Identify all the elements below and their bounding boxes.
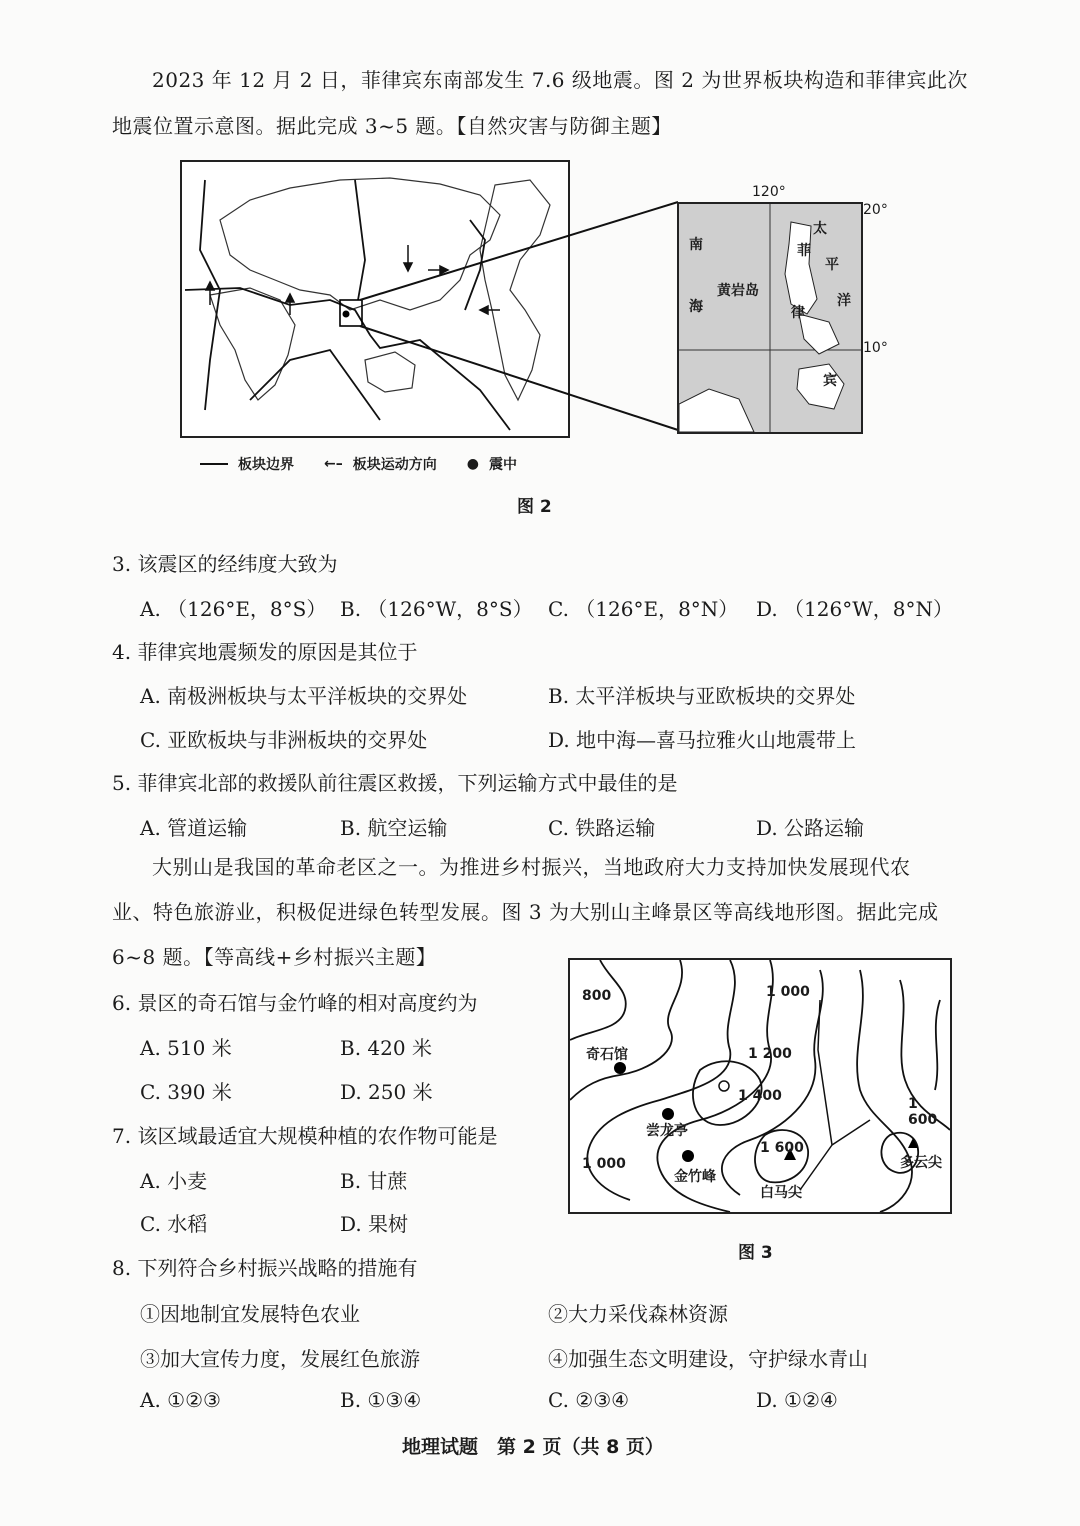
q3-option-d[interactable]: D. （126°W，8°N）	[756, 597, 953, 621]
q5-option-b[interactable]: B. 航空运输	[340, 816, 448, 840]
q6-option-c[interactable]: C. 390 米	[140, 1080, 232, 1104]
q5-stem: 5. 菲律宾北部的救援队前往震区救援，下列运输方式中最佳的是	[112, 771, 678, 795]
contour-label-1000-left: 1 000	[582, 1156, 626, 1172]
intro1-line2: 地震位置示意图。据此完成 3~5 题。【自然灾害与防御主题】	[112, 114, 672, 138]
inset-label-hai: 海	[689, 299, 703, 315]
q3-option-a[interactable]: A. （126°E，8°S）	[140, 597, 327, 621]
q6-stem: 6. 景区的奇石馆与金竹峰的相对高度约为	[112, 991, 478, 1015]
fig2-legend	[200, 454, 517, 474]
q4-option-a[interactable]: A. 南极洲板块与太平洋板块的交界处	[140, 684, 468, 708]
q8-statement-3: ③加大宣传力度，发展红色旅游	[140, 1347, 420, 1371]
contour-label-1200: 1 200	[748, 1046, 792, 1062]
intro2-line2: 业、特色旅游业，积极促进绿色转型发展。图 3 为大别山主峰景区等高线地形图。据此完成	[112, 900, 939, 924]
q7-stem: 7. 该区域最适宜大规模种植的农作物可能是	[112, 1124, 498, 1148]
intro2-line3: 6~8 题。【等高线+乡村振兴主题】	[112, 945, 437, 969]
yunlongting-label: 尝龙亭	[646, 1123, 688, 1139]
inset-label-lv: 律	[791, 305, 805, 321]
borneo-coast	[679, 389, 754, 432]
q4-option-d[interactable]: D. 地中海—喜马拉雅火山地震带上	[548, 728, 857, 752]
fig2-caption: 图 2	[517, 497, 552, 517]
q8-option-a[interactable]: A. ①②③	[140, 1388, 221, 1412]
q8-statement-4: ④加强生态文明建设，守护绿水青山	[548, 1347, 868, 1371]
q5-option-c[interactable]: C. 铁路运输	[548, 816, 656, 840]
legend-boundary-label: 板块边界	[238, 457, 294, 473]
inset-label-bin: 宾	[823, 373, 837, 389]
baimajian-label: 白马尖	[760, 1185, 802, 1201]
visayas-islands	[799, 314, 839, 354]
q7-option-b[interactable]: B. 甘蔗	[340, 1169, 408, 1193]
jinzhufeng-label: 金竹峰	[674, 1169, 716, 1185]
q3-stem: 3. 该震区的经纬度大致为	[112, 552, 338, 576]
q4-option-c[interactable]: C. 亚欧板块与非洲板块的交界处	[140, 728, 428, 752]
small-closed-contour	[719, 1081, 729, 1091]
intro1-line1: 2023 年 12 月 2 日，菲律宾东南部发生 7.6 级地震。图 2 为世界板块构造和菲律宾此次	[152, 68, 968, 92]
contour-label-1400: 1 400	[738, 1088, 782, 1104]
q8-option-b[interactable]: B. ①③④	[340, 1388, 422, 1412]
inset-lat-10: 10°	[863, 340, 888, 356]
inset-label-nan: 南	[689, 237, 703, 253]
q6-option-d[interactable]: D. 250 米	[340, 1080, 433, 1104]
q5-option-a[interactable]: A. 管道运输	[140, 816, 248, 840]
contour-label-800: 800	[582, 988, 612, 1004]
q6-option-a[interactable]: A. 510 米	[140, 1036, 232, 1060]
inset-label-ping: 平	[825, 257, 839, 273]
contour-line	[570, 960, 682, 1100]
intro2-line1: 大别山是我国的革命老区之一。为推进乡村振兴，当地政府大力支持加快发展现代农	[152, 855, 911, 879]
q4-option-b[interactable]: B. 太平洋板块与亚欧板块的交界处	[548, 684, 856, 708]
contour-label-1000-top: 1 000	[766, 984, 810, 1000]
duoyunjian-label: 多云尖	[900, 1155, 942, 1171]
figure-3-contour-map	[568, 958, 952, 1214]
q4-stem: 4. 菲律宾地震频发的原因是其位于	[112, 640, 418, 664]
q8-option-c[interactable]: C. ②③④	[548, 1388, 630, 1412]
q7-option-a[interactable]: A. 小麦	[140, 1169, 208, 1193]
legend-motion-label: 板块运动方向	[352, 457, 437, 473]
inset-map	[677, 202, 863, 434]
fig3-caption: 图 3	[738, 1243, 773, 1263]
zoom-connector-lines	[340, 198, 680, 434]
q3-option-b[interactable]: B. （126°W，8°S）	[340, 597, 533, 621]
contour-label-1600-center: 1 600	[760, 1140, 804, 1156]
inset-label-fei: 菲	[797, 243, 811, 259]
huangyan-island-label: 黄岩岛	[717, 283, 759, 299]
yunlongting-dot	[662, 1108, 674, 1120]
q5-option-d[interactable]: D. 公路运输	[756, 816, 865, 840]
page-footer: 地理试题 第 2 页（共 8 页）	[402, 1436, 664, 1458]
q6-option-b[interactable]: B. 420 米	[340, 1036, 432, 1060]
q8-option-d[interactable]: D. ①②④	[756, 1388, 838, 1412]
inset-lat-20: 20°	[863, 202, 888, 218]
inset-label-tai: 太	[813, 221, 827, 237]
q7-option-c[interactable]: C. 水稻	[140, 1212, 208, 1236]
inset-label-yang: 洋	[837, 293, 851, 309]
legend-boundary-line	[200, 463, 228, 465]
jinzhufeng-dot	[682, 1150, 694, 1162]
contour-line	[935, 1000, 940, 1090]
contour-label-1600-right: 1 600	[908, 1096, 938, 1128]
contour-line	[755, 1130, 808, 1182]
legend-epicenter-label: 震中	[488, 457, 517, 473]
legend-arrow-icon: ←–	[324, 456, 343, 472]
qishiguan-label: 奇石馆	[586, 1047, 628, 1063]
q3-option-c[interactable]: C. （126°E，8°N）	[548, 597, 739, 621]
q8-statement-2: ②大力采伐森林资源	[548, 1302, 728, 1326]
legend-epicenter-icon: ●	[466, 456, 479, 472]
inset-lon-120: 120°	[752, 184, 786, 200]
q8-stem: 8. 下列符合乡村振兴战略的措施有	[112, 1256, 418, 1280]
q8-statement-1: ①因地制宜发展特色农业	[140, 1302, 360, 1326]
q7-option-d[interactable]: D. 果树	[340, 1212, 409, 1236]
